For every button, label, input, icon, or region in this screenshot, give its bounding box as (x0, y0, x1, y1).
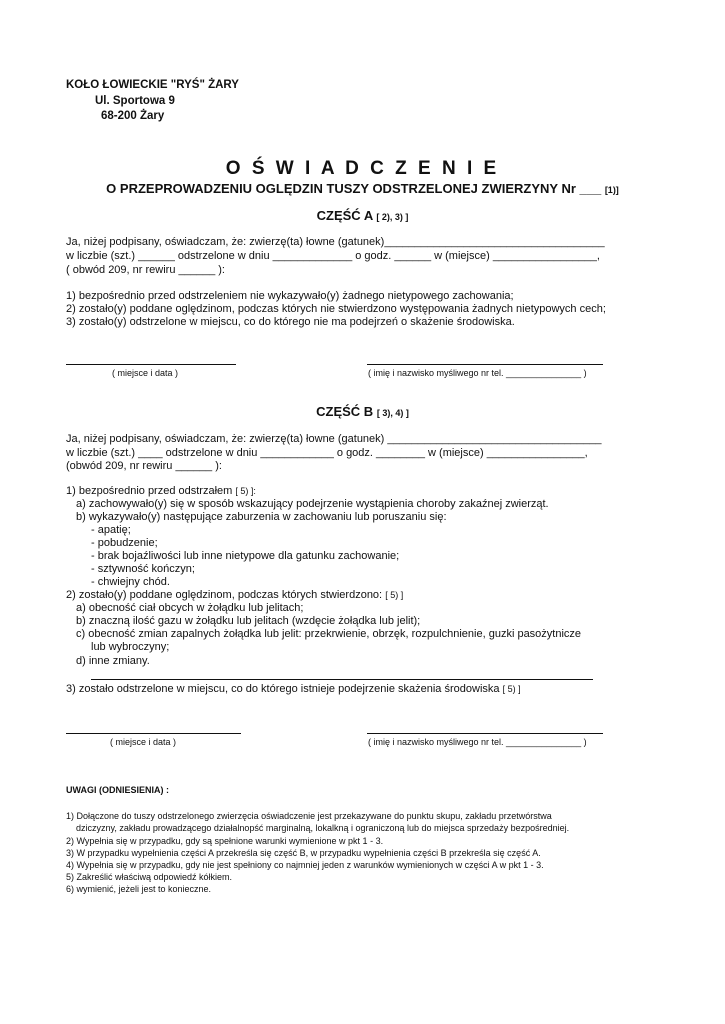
part-b-title: CZĘŚĆ B (316, 404, 374, 419)
part-b-symptom: - chwiejny chód. (91, 576, 170, 588)
part-b-line-2: w liczbie (szt.) ____ odstrzelone w dniu ____________ o godz. ________ w (miejsce) ________________, (66, 447, 588, 459)
document-title: O Ś W I A D C Z E N I E (225, 158, 500, 179)
part-b-finding: b) znaczną ilość gazu w żołądku lub jelitach (wzdęcie żołądka lub jelit); (76, 615, 421, 627)
org-street: Ul. Sportowa 9 (95, 95, 175, 107)
part-b-item-2 (66, 589, 403, 602)
part-a-signature-line (367, 364, 603, 365)
part-b-signature-line (367, 733, 603, 734)
part-b-ref: [ 3), 4) ] (376, 408, 409, 418)
part-a-item-2: 2) zostało(y) poddane oględzinom, podczas których nie stwierdzono występowania żadnych nietypowych cech; (66, 303, 606, 315)
notes-title: UWAGI (ODNIESIENIA) : (66, 785, 169, 795)
part-a-line-1: Ja, niżej podpisany, oświadczam, że: zwierzę(ta) łowne (gatunek)____________________________________ (66, 236, 605, 248)
document-subtitle (0, 181, 725, 196)
note-item: 1) Dołączone do tuszy odstrzelonego zwierzęcia oświadczenie jest przekazywane do punktu skupu, zakładu przetwórstwa (66, 811, 552, 821)
part-a-item-1: 1) bezpośrednio przed odstrzeleniem nie wykazywało(y) żadnego nietypowego zachowania; (66, 290, 514, 302)
part-b-item-1b: b) wykazywało(y) następujące zaburzenia w zachowaniu lub poruszaniu się: (76, 511, 447, 523)
part-b-item-2-text: 2) zostało(y) poddane oględzinom, podczas których stwierdzono: (66, 589, 383, 601)
part-b-line-3: (obwód 209, nr rewiru ______ ): (66, 460, 222, 472)
part-a-place-date-caption: ( miejsce i data ) (112, 368, 179, 378)
part-b-symptom: - sztywność kończyn; (91, 563, 195, 575)
part-b-item-3 (66, 683, 521, 696)
part-a-signature-caption: ( imię i nazwisko myśliwego nr tel. _______________ ) (368, 368, 587, 378)
part-b-signature-caption: ( imię i nazwisko myśliwego nr tel. _______________ ) (368, 737, 587, 747)
part-b-line-1: Ja, niżej podpisany, oświadczam, że: zwierzę(ta) łowne (gatunek) ___________________________________ (66, 433, 602, 445)
note-item: dziczyzny, zakładu prowadzącego działalnopść marginalną, lokalkną i ograniczoną lub do miejsca sprzedaży bezpośredniej. (76, 823, 570, 833)
part-b-heading (0, 404, 725, 419)
part-b-place-date-caption: ( miejsce i data ) (110, 737, 177, 747)
note-item: 2) Wypełnia się w przypadku, gdy są spełnione warunki wymienione w pkt 1 - 3. (66, 836, 384, 846)
note-item: 6) wymienić, jeżeli jest to konieczne. (66, 884, 212, 894)
part-b-item-3-ref: [ 5) ] (502, 684, 521, 694)
part-b-symptom: - brak bojaźliwości lub inne nietypowe dla gatunku zachowanie; (91, 550, 400, 562)
part-b-finding: a) obecność ciał obcych w żołądku lub jelitach; (76, 602, 304, 614)
note-item: 3) W przypadku wypełnienia części A przekreśla się część B, w przypadku wypełnienia części B przekreśla się część A. (66, 848, 541, 858)
part-a-place-date-line (66, 364, 236, 365)
part-b-item-3-text: 3) zostało odstrzelone w miejscu, co do którego istnieje podejrzenie skażenia środowiska (66, 683, 500, 695)
subtitle-text: O PRZEPROWADZENIU OGLĘDZIN TUSZY ODSTRZELONEJ ZWIERZYNY Nr ___ (106, 181, 602, 196)
note-item: 5) Zakreślić właściwą odpowiedź kółkiem. (66, 872, 233, 882)
org-name: KOŁO ŁOWIECKIE "RYŚ" ŻARY (66, 79, 239, 91)
part-b-item-1-text: 1) bezpośrednio przed odstrzałem (66, 485, 233, 497)
subtitle-ref: [1)] (604, 185, 619, 195)
note-item: 4) Wypełnia się w przypadku, gdy nie jest spełniony co najmniej jeden z warunków wymienionych w części A w pkt 1 - 3. (66, 860, 544, 870)
part-a-title: CZĘŚĆ A (316, 208, 373, 223)
part-b-symptom: - apatię; (91, 524, 131, 536)
part-b-finding: d) inne zmiany. (76, 655, 150, 667)
other-changes-line (91, 679, 593, 680)
part-b-item-2-ref: [ 5) ] (385, 590, 404, 600)
part-b-item-1a: a) zachowywało(y) się w sposób wskazujący podejrzenie wystąpienia choroby zakaźnej zwierząt. (76, 498, 549, 510)
part-a-ref: [ 2), 3) ] (376, 212, 409, 222)
part-b-place-date-line (66, 733, 241, 734)
part-a-item-3: 3) zostało(y) odstrzelone w miejscu, co do którego nie ma podejrzeń o skażenie środowiska. (66, 316, 515, 328)
part-a-line-2: w liczbie (szt.) ______ odstrzelone w dniu _____________ o godz. ______ w (miejsce) _________________, (66, 250, 600, 262)
part-a-line-3: ( obwód 209, nr rewiru ______ ): (66, 264, 225, 276)
part-a-heading (0, 208, 725, 223)
part-b-finding: lub wybroczyny; (91, 641, 170, 653)
part-b-symptom: - pobudzenie; (91, 537, 158, 549)
org-city: 68-200 Żary (101, 110, 165, 122)
part-b-item-1-ref: [ 5) ]: (235, 486, 256, 496)
part-b-item-1 (66, 485, 256, 498)
part-b-finding: c) obecność zmian zapalnych żołądka lub jelit: przekrwienie, obrzęk, rozpulchnienie, guzki pasożytnicze (76, 628, 582, 640)
